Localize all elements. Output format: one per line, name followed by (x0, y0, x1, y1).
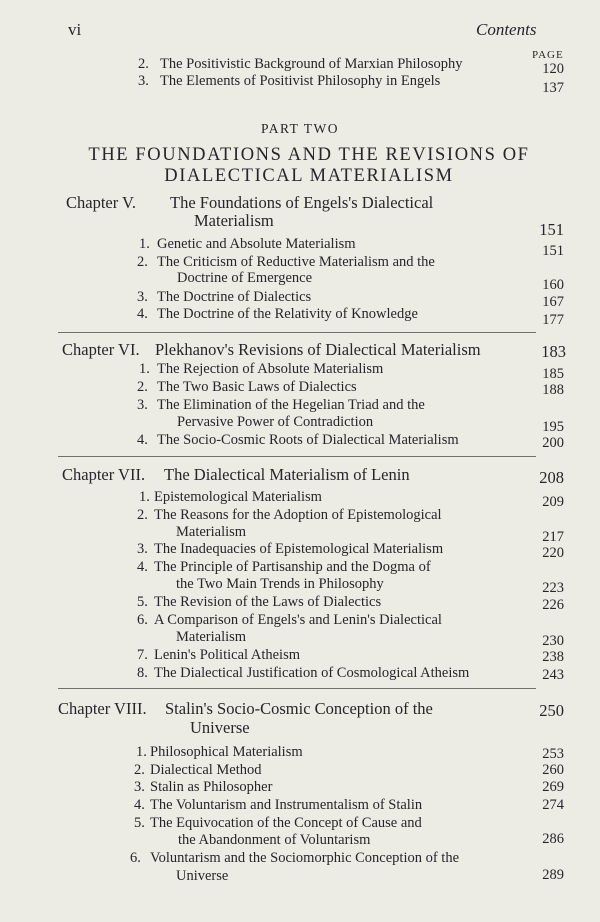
divider (58, 332, 536, 333)
section-title-continued: Pervasive Power of Contradiction (177, 414, 374, 430)
chapter-page: 208 (539, 468, 564, 487)
section-page: 238 (542, 649, 564, 665)
chapter-title-line2: Materialism (194, 211, 274, 230)
toc-entry-num: 2. (138, 56, 149, 72)
section-page: 253 (542, 746, 564, 762)
section-num: 3. (137, 397, 148, 413)
section-title: Epistemological Materialism (154, 489, 322, 505)
section-title: The Doctrine of the Relativity of Knowledge (157, 306, 418, 322)
toc-entry-page: 137 (542, 80, 564, 96)
section-num: 3. (134, 779, 145, 795)
chapter-label: Chapter V. (66, 193, 136, 212)
section-page: 223 (542, 580, 564, 596)
section-page: 160 (542, 277, 564, 293)
page-column-label: PAGE (532, 49, 564, 61)
section-num: 1. (139, 489, 150, 505)
chapter-label: Chapter VIII. (58, 699, 147, 718)
part-title-line1: THE FOUNDATIONS AND THE REVISIONS OF (88, 145, 530, 165)
section-num: 4. (137, 432, 148, 448)
section-title-continued: Materialism (176, 524, 247, 540)
toc-entry-title: The Elements of Positivist Philosophy in Engels (160, 73, 441, 89)
section-page: 274 (542, 797, 564, 813)
section-page: 200 (542, 435, 564, 451)
section-page: 167 (542, 294, 564, 310)
section-title: The Criticism of Reductive Materialism and the (157, 254, 435, 270)
chapter-label: Chapter VII. (62, 465, 146, 484)
section-title: The Socio-Cosmic Roots of Dialectical Materialism (157, 432, 459, 448)
part-title-line2: DIALECTICAL MATERIALISM (164, 166, 454, 186)
section-num: 5. (137, 594, 148, 610)
running-title: Contents (476, 20, 537, 39)
section-num: 6. (137, 612, 148, 628)
chapter-page: 151 (539, 220, 564, 239)
section-page: 260 (542, 762, 564, 778)
toc-entry-title: The Positivistic Background of Marxian Philosophy (160, 56, 463, 72)
section-title: The Equivocation of the Concept of Cause and (150, 815, 422, 831)
section-num: 2. (137, 254, 148, 270)
section-num: 1. (139, 236, 150, 252)
section-title: Stalin as Philosopher (150, 779, 273, 795)
section-page: 188 (542, 382, 564, 398)
chapter-title-line1: The Dialectical Materialism of Lenin (164, 465, 410, 484)
chapter-title-line2: Universe (190, 718, 250, 737)
section-title-continued: Materialism (176, 629, 247, 645)
section-title: Voluntarism and the Sociomorphic Conception of the (150, 850, 460, 866)
section-num: 5. (134, 815, 145, 831)
divider (58, 688, 536, 689)
section-num: 7. (137, 647, 148, 663)
section-num: 2. (137, 379, 148, 395)
section-title: Genetic and Absolute Materialism (157, 236, 356, 252)
section-title-continued: the Abandonment of Voluntarism (178, 832, 371, 848)
section-page: 289 (542, 867, 564, 883)
section-page: 226 (542, 597, 564, 613)
section-title: The Inadequacies of Epistemological Materialism (154, 541, 444, 557)
toc-entry-num: 3. (138, 73, 149, 89)
chapter-page: 250 (539, 701, 564, 720)
section-num: 8. (137, 665, 148, 681)
section-page: 217 (542, 529, 564, 545)
section-title: Lenin's Political Atheism (154, 647, 300, 663)
section-title: The Principle of Partisanship and the Dogma of (154, 559, 431, 575)
section-page: 243 (542, 667, 564, 683)
section-title: Philosophical Materialism (150, 744, 303, 760)
section-page: 177 (542, 312, 564, 328)
section-title: The Rejection of Absolute Materialism (157, 361, 384, 377)
section-num: 4. (137, 306, 148, 322)
part-label: PART TWO (260, 121, 340, 136)
chapter-page: 183 (541, 342, 566, 361)
section-title-continued: Doctrine of Emergence (177, 270, 313, 286)
section-page: 269 (542, 779, 564, 795)
section-page: 286 (542, 831, 564, 847)
section-num: 1. (139, 361, 150, 377)
section-page: 230 (542, 633, 564, 649)
section-title: The Dialectical Justification of Cosmological Atheism (154, 665, 470, 681)
section-page: 151 (542, 243, 564, 259)
page-number-roman: vi (68, 20, 82, 39)
section-title: The Voluntarism and Instrumentalism of Stalin (150, 797, 423, 813)
chapter-title-line1: Stalin's Socio-Cosmic Conception of the (165, 699, 433, 718)
section-title: The Doctrine of Dialectics (157, 289, 312, 305)
section-title-continued: Universe (176, 868, 229, 884)
section-num: 4. (134, 797, 145, 813)
toc-entry-page: 120 (542, 61, 564, 77)
section-num: 2. (137, 507, 148, 523)
chapter-title-line1: Plekhanov's Revisions of Dialectical Materialism (155, 340, 481, 359)
section-num: 2. (134, 762, 145, 778)
section-num: 4. (137, 559, 148, 575)
chapter-title-line1: The Foundations of Engels's Dialectical (170, 193, 434, 212)
section-page: 185 (542, 366, 564, 382)
section-num: 3. (137, 541, 148, 557)
section-title: The Reasons for the Adoption of Epistemological (154, 507, 442, 523)
section-title: Dialectical Method (150, 762, 262, 778)
section-num: 3. (137, 289, 148, 305)
section-page: 195 (542, 419, 564, 435)
section-title: The Revision of the Laws of Dialectics (154, 594, 382, 610)
section-title-continued: the Two Main Trends in Philosophy (176, 576, 384, 592)
section-title: A Comparison of Engels's and Lenin's Dialectical (154, 612, 442, 628)
section-page: 220 (542, 545, 564, 561)
section-title: The Two Basic Laws of Dialectics (157, 379, 357, 395)
divider (58, 456, 536, 457)
section-title: The Elimination of the Hegelian Triad and the (157, 397, 425, 413)
section-num: 6. (130, 850, 141, 866)
section-num: 1. (136, 744, 147, 760)
section-page: 209 (542, 494, 564, 510)
chapter-label: Chapter VI. (62, 340, 140, 359)
